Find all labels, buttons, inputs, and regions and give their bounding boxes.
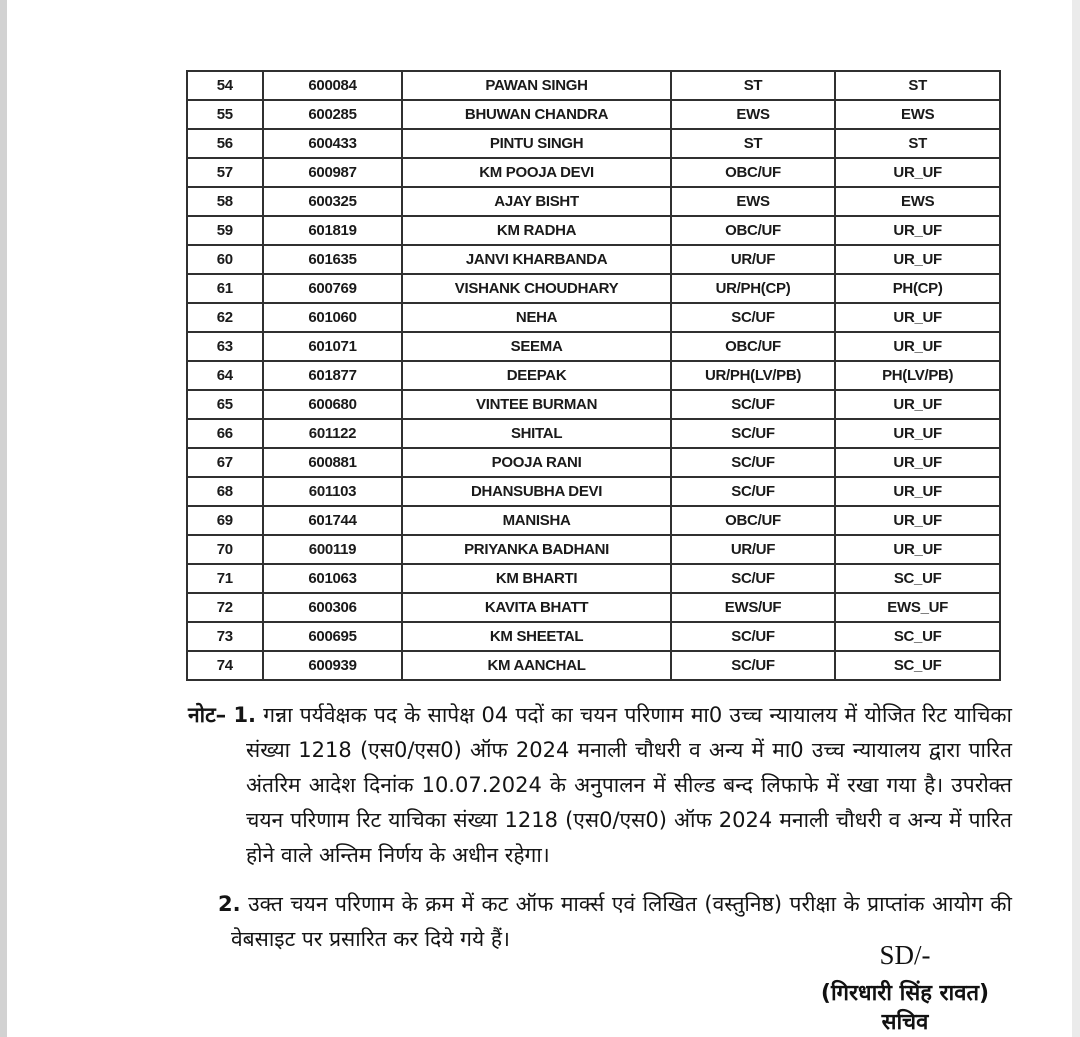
cell-selected-category: EWS_UF [835,593,1000,622]
cell-selected-category: SC_UF [835,651,1000,680]
cell-serial-number: 60 [187,245,263,274]
cell-selected-category: ST [835,71,1000,100]
cell-category: ST [671,71,836,100]
cell-roll-number: 601060 [263,303,403,332]
note-item-1-number: 1. [233,703,257,727]
cell-roll-number: 601063 [263,564,403,593]
note-label: नोट– [188,703,227,727]
cell-category: SC/UF [671,303,836,332]
cell-serial-number: 66 [187,419,263,448]
cell-roll-number: 600939 [263,651,403,680]
cell-serial-number: 61 [187,274,263,303]
cell-candidate-name: KM AANCHAL [402,651,670,680]
cell-selected-category: UR_UF [835,216,1000,245]
note-item-1-text: गन्ना पर्यवेक्षक पद के सापेक्ष 04 पदों का चयन परिणाम मा0 उच्च न्यायालय में योजित रिट याचिका संख्या 1218 (एस0/एस0) ऑफ 2024 मनाली चौधरी व अन्य में मा0 उच्च न्यायालय द्वारा पारित अंतरिम आदेश दिनांक 10.07.2024 के अनुपालन में सील्ड बन्द लिफाफे में रखा गया है। उपरोक्त चयन परिणाम रिट याचिका संख्या 1218 (एस0/एस0) ऑफ 2024 मनाली चौधरी व अन्य में पारित होने वाले अन्तिम निर्णय के अधीन रहेगा। [246,703,1012,867]
cell-candidate-name: POOJA RANI [402,448,670,477]
cell-selected-category: UR_UF [835,245,1000,274]
cell-selected-category: UR_UF [835,390,1000,419]
cell-roll-number: 601103 [263,477,403,506]
right-edge-strip [1072,0,1080,1037]
cell-selected-category: ST [835,129,1000,158]
note-item-1 [188,698,1012,873]
cell-candidate-name: KM BHARTI [402,564,670,593]
cell-roll-number: 600306 [263,593,403,622]
signature-sd: SD/- [879,940,931,970]
table-row [187,535,1000,564]
cell-selected-category: UR_UF [835,303,1000,332]
selection-result-table [186,70,1001,681]
table-row [187,216,1000,245]
cell-candidate-name: DHANSUBHA DEVI [402,477,670,506]
cell-candidate-name: DEEPAK [402,361,670,390]
cell-serial-number: 70 [187,535,263,564]
cell-candidate-name: JANVI KHARBANDA [402,245,670,274]
cell-category: UR/UF [671,245,836,274]
cell-category: EWS [671,100,836,129]
cell-candidate-name: BHUWAN CHANDRA [402,100,670,129]
cell-roll-number: 600433 [263,129,403,158]
table-row [187,564,1000,593]
table-row [187,651,1000,680]
cell-serial-number: 73 [187,622,263,651]
cell-roll-number: 601744 [263,506,403,535]
cell-serial-number: 55 [187,100,263,129]
table-row [187,593,1000,622]
cell-selected-category: EWS [835,187,1000,216]
result-table-container [186,70,1001,681]
table-row [187,506,1000,535]
cell-serial-number: 54 [187,71,263,100]
cell-category: UR/PH(LV/PB) [671,361,836,390]
cell-roll-number: 600987 [263,158,403,187]
cell-selected-category: UR_UF [835,448,1000,477]
cell-serial-number: 68 [187,477,263,506]
cell-roll-number: 601071 [263,332,403,361]
cell-serial-number: 57 [187,158,263,187]
cell-serial-number: 69 [187,506,263,535]
cell-roll-number: 601819 [263,216,403,245]
cell-serial-number: 72 [187,593,263,622]
cell-category: SC/UF [671,448,836,477]
signatory-name: (गिरधारी सिंह रावत) [820,981,990,1006]
cell-serial-number: 63 [187,332,263,361]
cell-candidate-name: SEEMA [402,332,670,361]
cell-serial-number: 74 [187,651,263,680]
cell-candidate-name: PINTU SINGH [402,129,670,158]
table-row [187,448,1000,477]
result-table-body [187,71,1000,680]
cell-category: OBC/UF [671,332,836,361]
table-row [187,274,1000,303]
table-row [187,332,1000,361]
cell-selected-category: UR_UF [835,419,1000,448]
table-row [187,419,1000,448]
cell-selected-category: UR_UF [835,158,1000,187]
cell-category: EWS [671,187,836,216]
cell-serial-number: 64 [187,361,263,390]
cell-category: SC/UF [671,622,836,651]
cell-selected-category: PH(LV/PB) [835,361,1000,390]
left-edge-strip [0,0,7,1037]
cell-serial-number: 71 [187,564,263,593]
cell-roll-number: 600285 [263,100,403,129]
signature-block [795,940,1015,1037]
cell-candidate-name: PRIYANKA BADHANI [402,535,670,564]
cell-roll-number: 601122 [263,419,403,448]
table-row [187,158,1000,187]
table-row [187,622,1000,651]
cell-roll-number: 600119 [263,535,403,564]
cell-serial-number: 56 [187,129,263,158]
cell-roll-number: 601635 [263,245,403,274]
table-row [187,245,1000,274]
cell-selected-category: PH(CP) [835,274,1000,303]
cell-selected-category: UR_UF [835,535,1000,564]
cell-serial-number: 67 [187,448,263,477]
cell-category: ST [671,129,836,158]
table-row [187,71,1000,100]
cell-roll-number: 601877 [263,361,403,390]
cell-roll-number: 600695 [263,622,403,651]
table-row [187,187,1000,216]
cell-roll-number: 600084 [263,71,403,100]
cell-category: SC/UF [671,390,836,419]
signatory-title: सचिव [881,1010,929,1035]
cell-candidate-name: AJAY BISHT [402,187,670,216]
cell-category: EWS/UF [671,593,836,622]
cell-roll-number: 600881 [263,448,403,477]
cell-candidate-name: KM SHEETAL [402,622,670,651]
cell-roll-number: 600680 [263,390,403,419]
cell-selected-category: UR_UF [835,332,1000,361]
cell-candidate-name: PAWAN SINGH [402,71,670,100]
cell-candidate-name: KM RADHA [402,216,670,245]
table-row [187,100,1000,129]
cell-category: OBC/UF [671,506,836,535]
cell-category: OBC/UF [671,216,836,245]
cell-category: SC/UF [671,564,836,593]
cell-serial-number: 62 [187,303,263,332]
table-row [187,390,1000,419]
cell-category: UR/PH(CP) [671,274,836,303]
cell-serial-number: 65 [187,390,263,419]
cell-selected-category: SC_UF [835,622,1000,651]
cell-selected-category: UR_UF [835,506,1000,535]
cell-category: SC/UF [671,419,836,448]
cell-roll-number: 600769 [263,274,403,303]
note-item-2-number: 2. [218,892,241,916]
cell-candidate-name: SHITAL [402,419,670,448]
cell-selected-category: UR_UF [835,477,1000,506]
cell-candidate-name: KAVITA BHATT [402,593,670,622]
note-section [188,698,1012,957]
cell-selected-category: EWS [835,100,1000,129]
table-row [187,361,1000,390]
cell-roll-number: 600325 [263,187,403,216]
cell-category: SC/UF [671,651,836,680]
table-row [187,477,1000,506]
cell-selected-category: SC_UF [835,564,1000,593]
cell-category: SC/UF [671,477,836,506]
table-row [187,303,1000,332]
cell-category: OBC/UF [671,158,836,187]
note-item-2-text: उक्त चयन परिणाम के क्रम में कट ऑफ मार्क्स एवं लिखित (वस्तुनिष्ठ) परीक्षा के प्राप्तांक आयोग की वेबसाइट पर प्रसारित कर दिये गये हैं। [231,892,1012,951]
cell-serial-number: 58 [187,187,263,216]
cell-category: UR/UF [671,535,836,564]
cell-candidate-name: MANISHA [402,506,670,535]
cell-candidate-name: KM POOJA DEVI [402,158,670,187]
cell-candidate-name: NEHA [402,303,670,332]
table-row [187,129,1000,158]
cell-serial-number: 59 [187,216,263,245]
cell-candidate-name: VINTEE BURMAN [402,390,670,419]
cell-candidate-name: VISHANK CHOUDHARY [402,274,670,303]
